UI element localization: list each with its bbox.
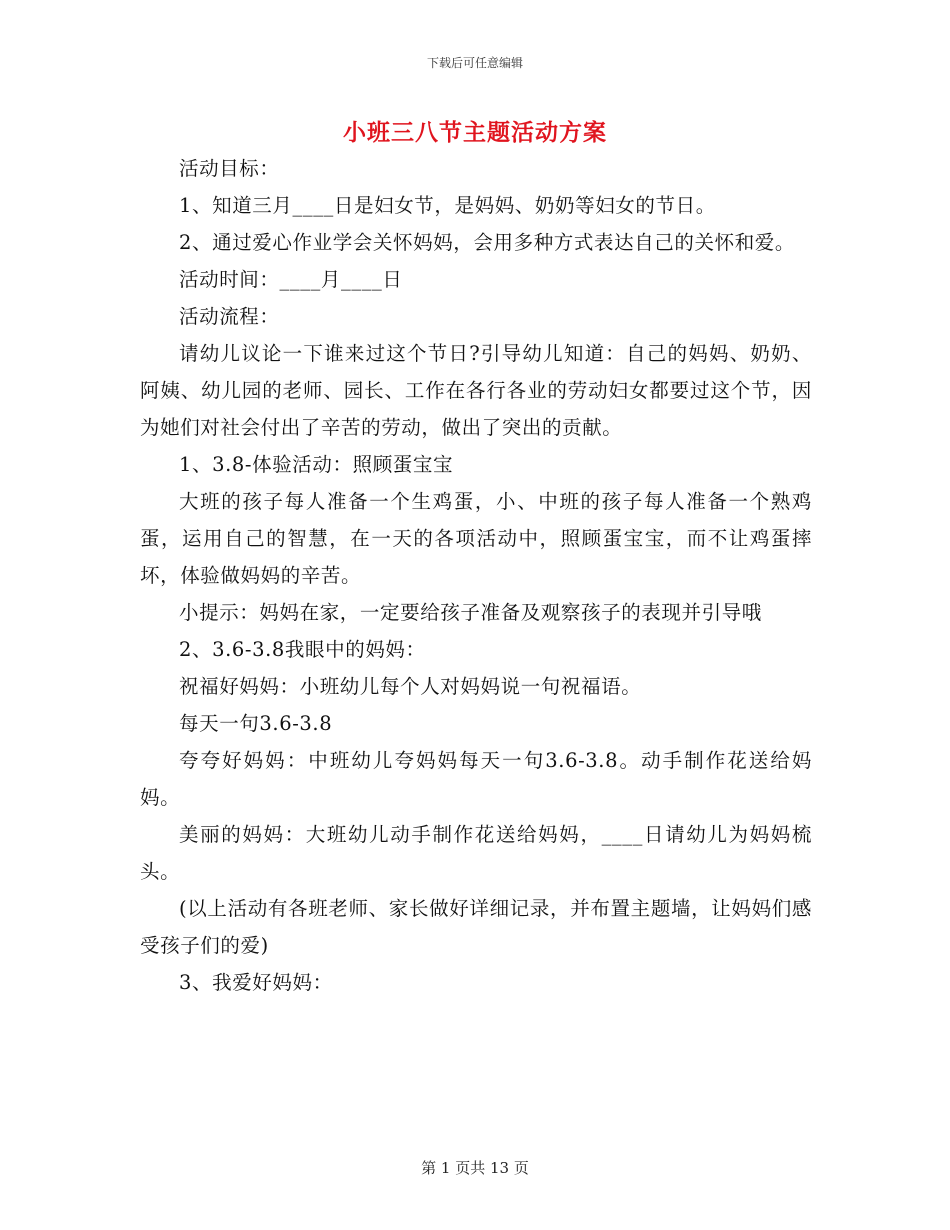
paragraph-discussion: 请幼儿议论一下谁来过这个节日?引导幼儿知道：自己的妈妈、奶奶、阿姨、幼儿园的老师、园长、工作在各行各业的劳动妇女都要过这个节，因为她们对社会付出了辛苦的劳动，做出了突出的贡献。: [140, 342, 812, 439]
paragraph-praise: 夸夸好妈妈：中班幼儿夸妈妈每天一句3.6-3.8。动手制作花送给妈妈。: [140, 749, 812, 809]
paragraph-egg-activity: 大班的孩子每人准备一个生鸡蛋，小、中班的孩子每人准备一个熟鸡蛋，运用自己的智慧，在一天的各项活动中，照顾蛋宝宝，而不让鸡蛋摔坏，体验做妈妈的辛苦。: [140, 490, 812, 587]
paragraph-section-3: 3、我爱好妈妈：: [179, 971, 333, 994]
paragraph-daily: 每天一句3.6-3.8: [179, 712, 333, 735]
paragraph-goal-2: 2、通过爱心作业学会关怀妈妈，会用多种方式表达自己的关怀和爱。: [179, 231, 796, 254]
paragraph-section-2: 2、3.6-3.8我眼中的妈妈：: [179, 638, 426, 661]
paragraph-activity-time: 活动时间：____月____日: [179, 268, 403, 291]
paragraph-note: (以上活动有各班老师、家长做好详细记录，并布置主题墙，让妈妈们感受孩子们的爱): [140, 897, 812, 957]
paragraph-goal-1: 1、知道三月____日是妇女节，是妈妈、奶奶等妇女的节日。: [179, 194, 716, 217]
page-header: 下载后可任意编辑: [426, 56, 523, 70]
paragraph-section-1: 1、3.8-体验活动：照顾蛋宝宝: [179, 453, 454, 476]
paragraph-goals-heading: 活动目标：: [179, 157, 280, 180]
paragraph-process-heading: 活动流程：: [179, 305, 280, 328]
paragraph-blessing: 祝福好妈妈：小班幼儿每个人对妈妈说一句祝福语。: [179, 675, 642, 698]
paragraph-tip: 小提示：妈妈在家，一定要给孩子准备及观察孩子的表现并引导哦: [179, 601, 762, 624]
page-footer: 第 1 页共 13 页: [421, 1159, 529, 1177]
document-body: [140, 150, 812, 1001]
paragraph-beautiful-mom: 美丽的妈妈：大班幼儿动手制作花送给妈妈，____日请幼儿为妈妈梳头。: [140, 823, 812, 883]
document-title: 小班三八节主题活动方案: [343, 119, 607, 146]
